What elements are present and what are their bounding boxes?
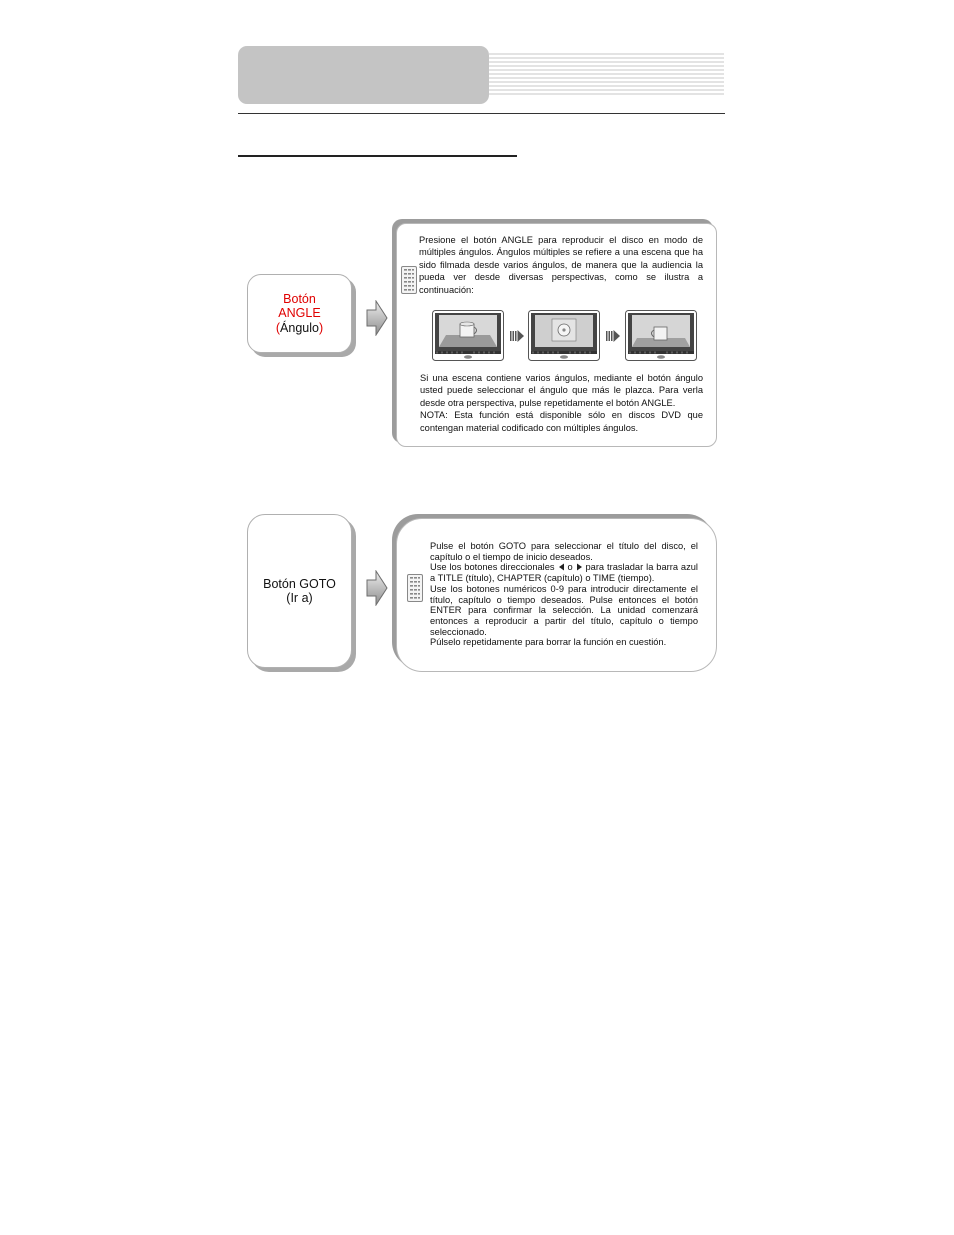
angle-text-intro: Presione el botón ANGLE para reproducir el disco en modo de múltiples ángulos. Ángulos múltiples se refiere a una escena que ha sido filmada desde varios ángulos, de manera que la audiencia la pueda ver desde diversas perspectivas, como se ilustra a continuación:: [419, 235, 703, 295]
goto-label-line2: (Ir a): [286, 591, 313, 605]
header-rule: [238, 113, 725, 114]
angle-label-line2: ANGLE: [278, 306, 321, 321]
goto-text-2: [430, 562, 698, 583]
angle-description-box: [396, 223, 717, 447]
goto-text-2a: Use los botones direccionales: [430, 562, 555, 573]
angle-paragraph-2: [420, 372, 703, 434]
angle-paragraph-1: [419, 234, 703, 296]
angle-label-line1: Botón: [283, 291, 316, 306]
remote-control-icon: [401, 266, 417, 294]
header-tab: [238, 46, 489, 104]
arrow-right-icon: [366, 570, 388, 606]
goto-text-2-or: o: [567, 562, 573, 573]
goto-paragraph: [430, 541, 698, 648]
angle-view-3-image: [625, 310, 697, 361]
angle-next-arrow-icon-2: [606, 330, 620, 342]
angle-label-word: Ángulo: [280, 320, 319, 335]
angle-text-select: Si una escena contiene varios ángulos, mediante el botón ángulo usted puede seleccionar el ángulo que más le plazca. Para verla desde otra perspectiva, pulse repetidamente el botón ANGLE.: [420, 373, 703, 408]
angle-next-arrow-icon-1: [510, 330, 524, 342]
angle-label-paren-open: (: [275, 320, 281, 335]
triangle-right-icon: [576, 563, 583, 571]
angle-view-2-image: [528, 310, 600, 361]
angle-label: [276, 292, 323, 336]
triangle-left-icon: [558, 563, 565, 571]
goto-text-4: Púlselo repetidamente para borrar la función en cuestión.: [430, 637, 667, 648]
angle-label-box: [247, 274, 352, 353]
remote-control-icon: [407, 574, 423, 602]
goto-description-box: [396, 518, 717, 672]
goto-text-2b: para trasladar la barra azul a TITLE (título), CHAPTER (capítulo) o TIME (tiempo).: [430, 562, 698, 584]
angle-label-line3: [276, 321, 323, 336]
goto-text-3: Use los botones numéricos 0-9 para introducir directamente el título, capítulo o tiempo deseados. Pulse entonces el botón ENTER para confirmar la selección. La unidad comenzará entonces a reproducir a partir del título, capítulo o tiempo seleccionado.: [430, 583, 698, 637]
angle-label-paren-close: ): [318, 320, 324, 335]
goto-text-1: Pulse el botón GOTO para seleccionar el título del disco, el capítulo o el tiempo de inicio deseados.: [430, 541, 698, 562]
angle-text-note: NOTA: Esta función está disponible sólo en discos DVD que contengan material codificado con múltiples ángulos.: [420, 410, 703, 433]
section-rule: [238, 155, 517, 157]
goto-label-box: [247, 514, 352, 668]
arrow-right-icon: [366, 300, 388, 336]
goto-label: [263, 577, 336, 606]
angle-view-1-image: [432, 310, 504, 361]
goto-label-line1: Botón GOTO: [263, 576, 336, 591]
header-stripes: [489, 53, 724, 97]
